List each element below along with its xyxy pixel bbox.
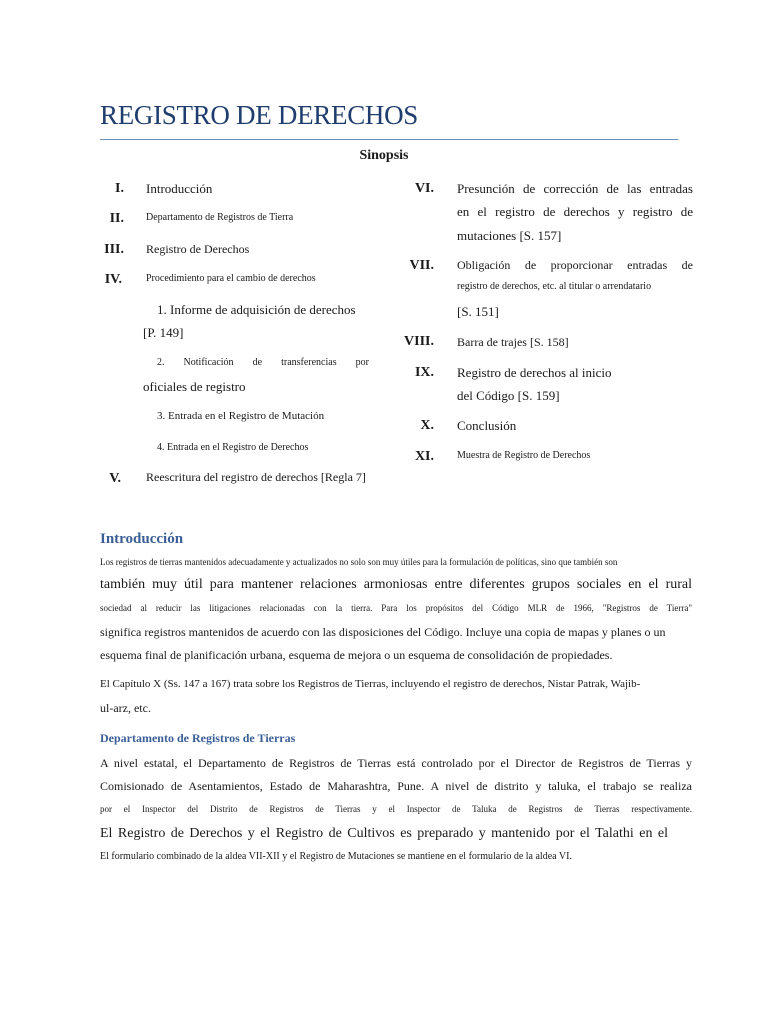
body-line: sociedad al reducir las litigaciones relacionadas con la tierra. Para los propósitos del Código MLR de 1966, "Registros de Tierra" — [100, 603, 692, 613]
toc-number: III. — [104, 242, 124, 257]
body-line: también muy útil para mantener relaciones armoniosas entre diferentes grupos sociales en el rural — [100, 577, 692, 592]
toc-item-line: registro de derechos, etc. al titular o arrendatario — [457, 281, 652, 292]
body-line: ul-arz, etc. — [100, 701, 151, 715]
toc-item: Registro de Derechos — [146, 242, 250, 256]
body-line: por el Inspector del Distrito de Registros de Tierras y el Inspector de Taluka de Registros de Tierras respectivamente. — [100, 804, 692, 814]
toc-number: VII. — [409, 258, 434, 273]
section-heading-departamento: Departamento de Registros de Tierras — [100, 731, 296, 745]
toc-number: X. — [420, 418, 434, 433]
toc-item-line: en el registro de derechos y registro de — [457, 204, 693, 219]
body-line: El Registro de Derechos y el Registro de Cultivos es preparado y mantenido por el Talathi en el — [100, 826, 668, 841]
body-line: Comisionado de Asentamientos, Estado de Maharashtra, Pune. A nivel de distrito y taluka, el trabajo se realiza — [100, 779, 692, 793]
toc-item-line: Barra de trajes [S. 158] — [457, 335, 569, 349]
toc-item-line: mutaciones [S. 157] — [457, 228, 562, 243]
toc-item: Introducción — [146, 181, 213, 196]
toc-item-line: [S. 151] — [457, 304, 499, 319]
toc-subitem: 3. Entrada en el Registro de Mutación — [157, 410, 325, 422]
body-line: A nivel estatal, el Departamento de Registros de Tierras está controlado por el Director de Registros de Tierras y — [100, 756, 692, 770]
toc-subitem: 1. Informe de adquisición de derechos — [157, 302, 356, 317]
toc-item-line: Registro de derechos al inicio — [457, 365, 612, 380]
toc-item-line: Conclusión — [457, 418, 517, 433]
toc-number: V. — [109, 471, 121, 486]
toc-item-line: Presunción de corrección de las entradas — [457, 181, 693, 196]
toc-number: XI. — [414, 449, 434, 464]
body-line: Los registros de tierras mantenidos adecuadamente y actualizados no solo son muy útiles para la formulación de políticas, sino que también son — [100, 557, 618, 567]
toc-number: VIII. — [404, 334, 434, 349]
body-line: significa registros mantenidos de acuerdo con las disposiciones del Código. Incluye una copia de mapas y planes o un — [100, 625, 666, 639]
body-line: El formulario combinado de la aldea VII-XII y el Registro de Mutaciones se mantiene en el formulario de la aldea VI. — [100, 851, 572, 862]
toc-number: II. — [109, 211, 124, 226]
body-line: El Capítulo X (Ss. 147 a 167) trata sobre los Registros de Tierras, incluyendo el registro de derechos, Nistar Patrak, Wajib- — [100, 678, 641, 690]
toc-subitem: [P. 149] — [143, 325, 184, 340]
section-heading-introduccion: Introducción — [100, 531, 184, 547]
toc-item: Procedimiento para el cambio de derechos — [146, 273, 316, 284]
toc-item: Departamento de Registros de Tierra — [146, 212, 294, 223]
page-title: REGISTRO DE DERECHOS — [100, 100, 419, 130]
toc-item-line: del Código [S. 159] — [457, 388, 560, 403]
toc-item: Reescritura del registro de derechos [Regla 7] — [146, 470, 366, 484]
toc-number: IX. — [414, 365, 434, 380]
body-line: esquema final de planificación urbana, esquema de mejora o un esquema de consolidación de propiedades. — [100, 648, 613, 662]
toc-number: IV. — [104, 272, 122, 287]
title-divider — [100, 139, 678, 140]
synopsis-heading: Sinopsis — [359, 148, 409, 163]
toc-subitem: 2. Notificación de transferencias por — [157, 357, 369, 368]
toc-subitem: oficiales de registro — [143, 379, 246, 394]
toc-item-line: Obligación de proporcionar entradas de — [457, 258, 693, 272]
toc-number: I. — [115, 181, 124, 196]
toc-number: VI. — [414, 181, 434, 196]
toc-subitem: 4. Entrada en el Registro de Derechos — [157, 442, 309, 453]
toc-item-line: Muestra de Registro de Derechos — [457, 450, 591, 461]
